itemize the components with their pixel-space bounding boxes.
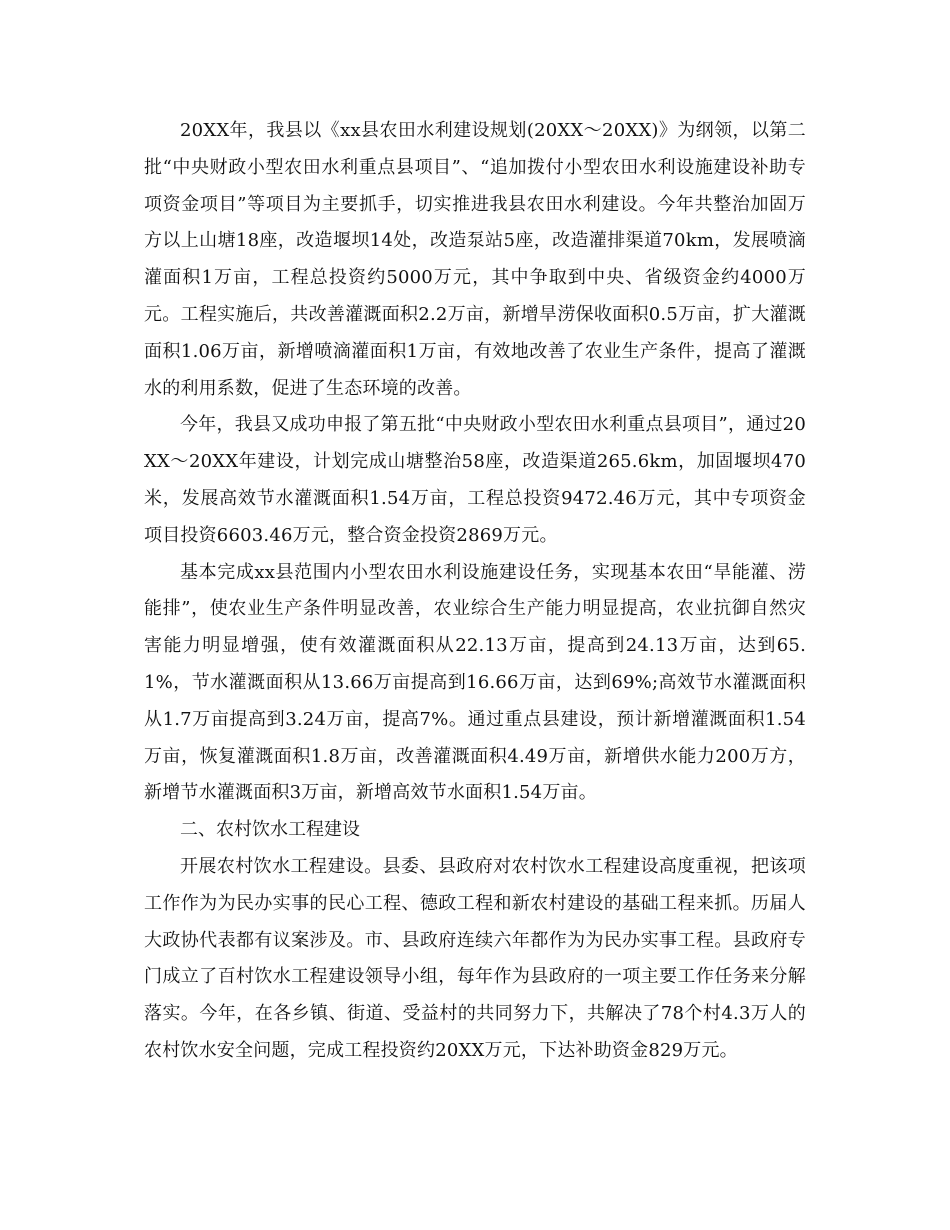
paragraph-drinking-water: 开展农村饮水工程建设。县委、县政府对农村饮水工程建设高度重视，把该项工作作为为民办实事的民心工程、德政工程和新农村建设的基础工程来抓。历届人大政协代表都有议案涉及。市、县政府连续六年都作为为民办实事工程。县政府专门成立了百村饮水工程建设领导小组，每年作为县政府的一项主要工作任务来分解落实。今年，在各乡镇、街道、受益村的共同努力下，共解决了78个村4.3万人的农村饮水安全问题，完成工程投资约20XX万元，下达补助资金829万元。	[144, 855, 806, 1061]
section-heading: 二、农村饮水工程建设	[180, 819, 360, 841]
paragraph-fifth-batch-project: 今年，我县又成功申报了第五批“中央财政小型农田水利重点县项目”，通过20XX～20XX年建设，计划完成山塘整治58座，改造渠道265.6km，加固堰坝470米，发展高效节水灌溉面积1.54万亩，工程总投资9472.46万元，其中专项资金项目投资6603.46万元，整合资金投资2869万元。	[144, 414, 806, 546]
paragraph-construction-goals: 基本完成xx县范围内小型农田水利设施建设任务，实现基本农田“旱能灌、涝能排”，使农业生产条件明显改善，农业综合生产能力明显提高，农业抗御自然灾害能力明显增强，使有效灌溉面积从22.13万亩，提高到24.13万亩，达到65.1%，节水灌溉面积从13.66万亩提高到16.66万亩，达到69%;高效节水灌溉面积从1.7万亩提高到3.24万亩，提高7%。通过重点县建设，预计新增灌溉面积1.54万亩，恢复灌溉面积1.8万亩，改善灌溉面积4.49万亩，新增供水能力200万方，新增节水灌溉面积3万亩，新增高效节水面积1.54万亩。	[144, 561, 806, 804]
paragraph-farmland-plan: 20XX年，我县以《xx县农田水利建设规划(20XX～20XX)》为纲领，以第二批“中央财政小型农田水利重点县项目”、“追加拨付小型农田水利设施建设补助专项资金项目”等项目为主要抓手，切实推进我县农田水利建设。今年共整治加固万方以上山塘18座，改造堰坝14处，改造泵站5座，改造灌排渠道70km，发展喷滴灌面积1万亩，工程总投资约5000万元，其中争取到中央、省级资金约4000万元。工程实施后，共改善灌溉面积2.2万亩，新增旱涝保收面积0.5万亩，扩大灌溉面积1.06万亩，新增喷滴灌面积1万亩，有效地改善了农业生产条件，提高了灌溉水的利用系数，促进了生态环境的改善。	[144, 120, 806, 399]
document-body	[144, 113, 806, 1070]
